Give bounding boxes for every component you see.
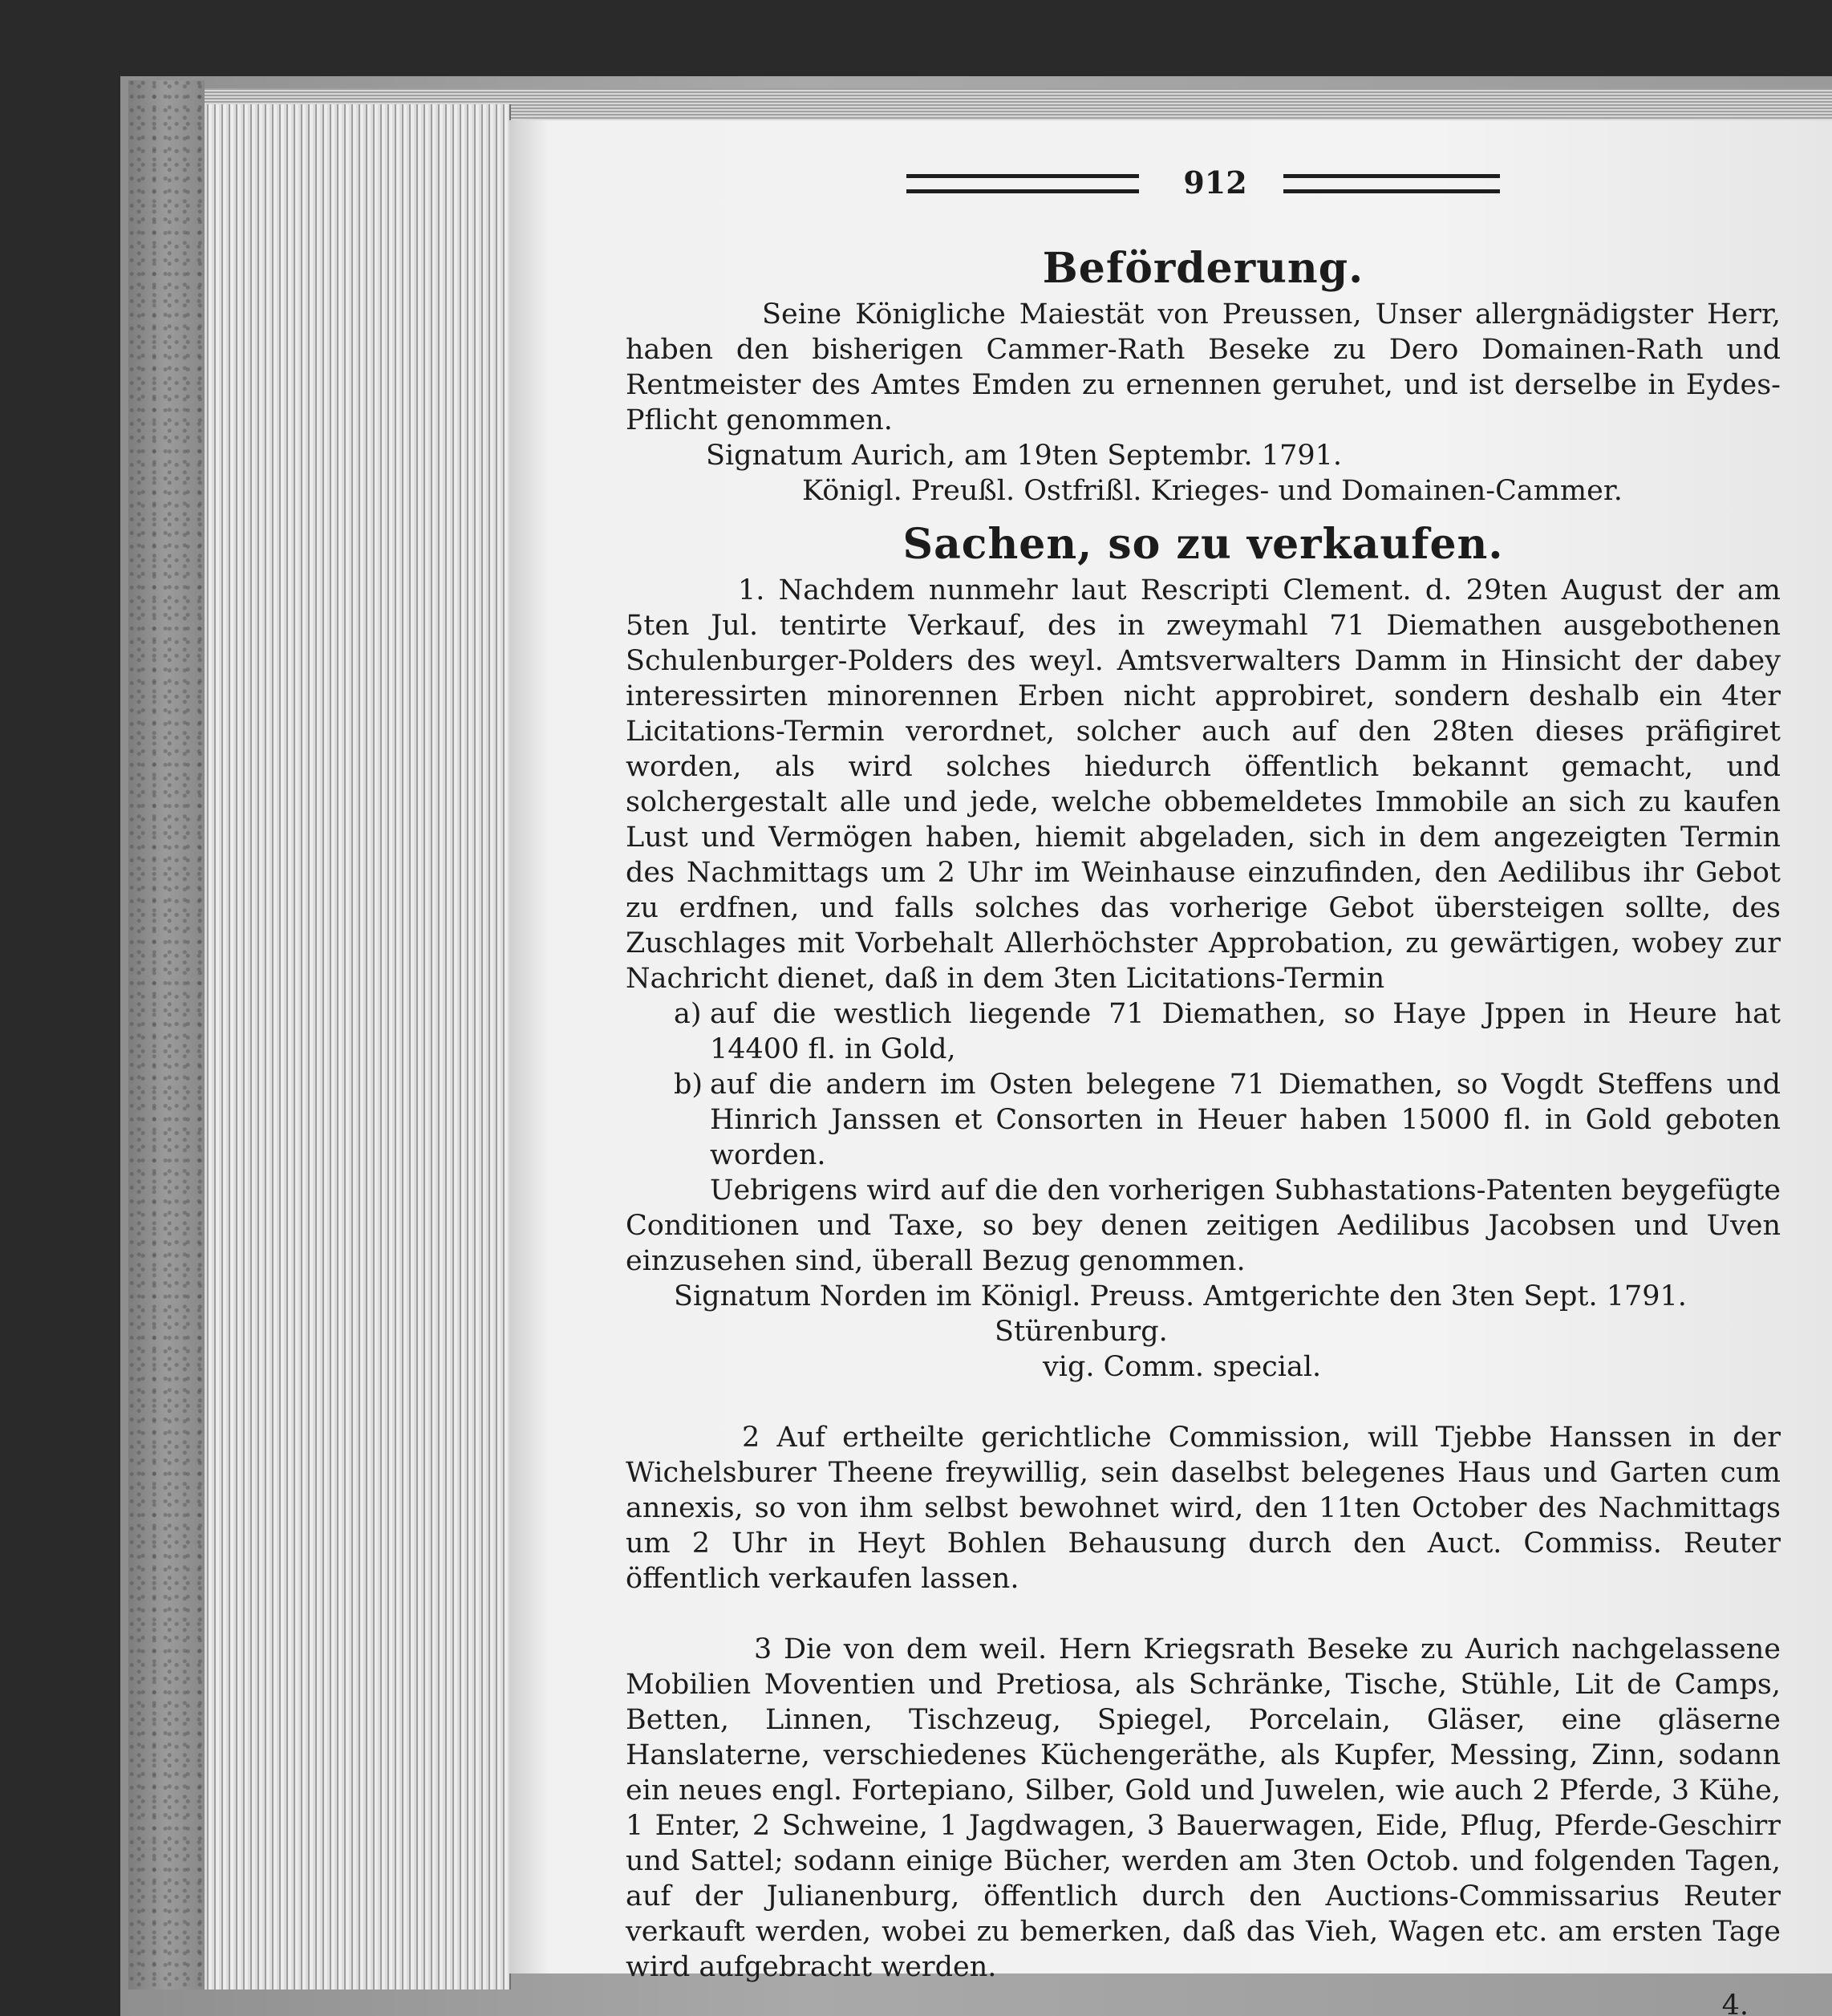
signatum-norden: Signatum Norden im Königl. Preuss. Amtgerichte den 3ten Sept. 1791. [674, 1280, 1687, 1312]
item-1-remark: Uebrigens wird auf die den vorherigen Subhastations-Patenten beygefügte Conditionen und Taxe, so bey denen zeitigen Aedilibus Jacobsen und Uven einzusehen sind, überall Bezug genommen. [626, 1174, 1781, 1277]
section-body-befoerderung: Seine Königliche Maiestät von Preussen, Unser allergnädigster Herr, haben den bisherigen Cammer-Rath Beseke zu Dero Domainen-Rath und Rentmeister des Amtes Emden zu ernennen geruhet, und ist derselbe in Eydes-Pflicht genommen. [626, 298, 1781, 436]
list-item [674, 996, 1781, 1067]
header-rule-right [1283, 174, 1500, 193]
item-1-text: 1. Nachdem nunmehr laut Rescripti Clement. d. 29ten August der am 5ten Jul. tentirte Verkauf, des in zweymahl 71 Diemathen ausgebothenen Schulenburger-Polders des weyl. Amtsverwalters Damm in Hinsicht der dabey interessirten minorennen Erben nicht approbiret, sondern deshalb ein 4ter Licitations-Termin verordnet, solcher auch auf den 28ten dieses präfigiret worden, als wird solches hiedurch öffentlich bekannt gemacht, und solchergestalt alle und jede, welche obbemeldetes Immobile an sich zu kaufen Lust und Vermögen haben, hiemit abgeladen, sich in dem angezeigten Termin des Nachmittags um 2 Uhr im Weinhause einzufinden, den Aedilibus ihr Gebot zu erdfnen, und falls solches das vorherige Gebot übersteigen sollte, des Zuschlages mit Vorbehalt Allerhöchster Approbation, zu gewärtigen, wobey zur Nachricht dienet, daß in dem 3ten Licitations-Termin [626, 574, 1781, 995]
page-stack [205, 104, 511, 1990]
list-marker: b) [674, 1069, 703, 1101]
spacer [626, 1596, 1781, 1632]
book-edge-speckled [128, 80, 205, 1990]
section-heading-sachen: Sachen, so zu verkaufen. [902, 520, 1504, 569]
list-item [674, 1067, 1781, 1173]
signatum-aurich: Signatum Aurich, am 19ten Septembr. 1791. [706, 440, 1343, 472]
signatory-title: vig. Comm. special. [1043, 1351, 1322, 1383]
item-3-text: 3 Die von dem weil. Hern Kriegsrath Beseke zu Aurich nachgelassene Mobilien Moventien und Pretiosa, als Schränke, Tische, Stühle, Lit de Camps, Betten, Linnen, Tischzeug, Spiegel, Porcelain, Gläser, eine gläserne Hanslaterne, verschiedenes Küchengeräthe, als Kupfer, Messing, Zinn, sodann ein neues engl. Fortepiano, Silber, Gold und Juwelen, wie auch 2 Pferde, 3 Kühe, 1 Enter, 2 Schweine, 1 Jagdwagen, 3 Bauerwagen, Eide, Pflug, Pferde-Geschirr und Sattel; sodann einige Bücher, werden am 3ten Octob. und folgenden Tagen, auf der Julianenburg, öffentlich durch den Auctions-Commissarius Reuter verkauft werden, wobei zu bemerken, daß das Vieh, Wagen etc. am ersten Tage wird aufgebracht werden. [626, 1633, 1781, 1983]
page-header [906, 164, 1708, 205]
item-1-sublist [626, 996, 1781, 1173]
section-heading-befoerderung: Beförderung. [1042, 244, 1364, 293]
spacer [626, 1385, 1781, 1420]
signatory-name: Stürenburg. [995, 1316, 1168, 1348]
item-2-text: 2 Auf ertheilte gerichtliche Commission, will Tjebbe Hanssen in der Wichelsburer Theene freywillig, sein daselbst belegenes Haus und Garten cum annexis, so von ihm selbst bewohnet wird, den 11ten October des Nachmittags um 2 Uhr in Heyt Bohlen Behausung durch den Auct. Commiss. Reuter öffentlich verkaufen lassen. [626, 1422, 1781, 1595]
page-number: 912 [1183, 164, 1247, 201]
list-marker: a) [674, 998, 702, 1030]
header-rule-left [906, 174, 1139, 193]
list-item-text: auf die westlich liegende 71 Diemathen, so Haye Jppen in Heure hat 14400 fl. in Gold, [710, 998, 1781, 1065]
list-item-text: auf die andern im Osten belegene 71 Diemathen, so Vogdt Steffens und Hinrich Janssen et Consorten in Heuer haben 15000 fl. in Gold geboten worden. [710, 1069, 1781, 1171]
catchword: 4. [1721, 1990, 1749, 2016]
authority-line: Königl. Preußl. Ostfrißl. Krieges- und Domainen-Cammer. [802, 475, 1623, 507]
page-content [626, 241, 1781, 2016]
